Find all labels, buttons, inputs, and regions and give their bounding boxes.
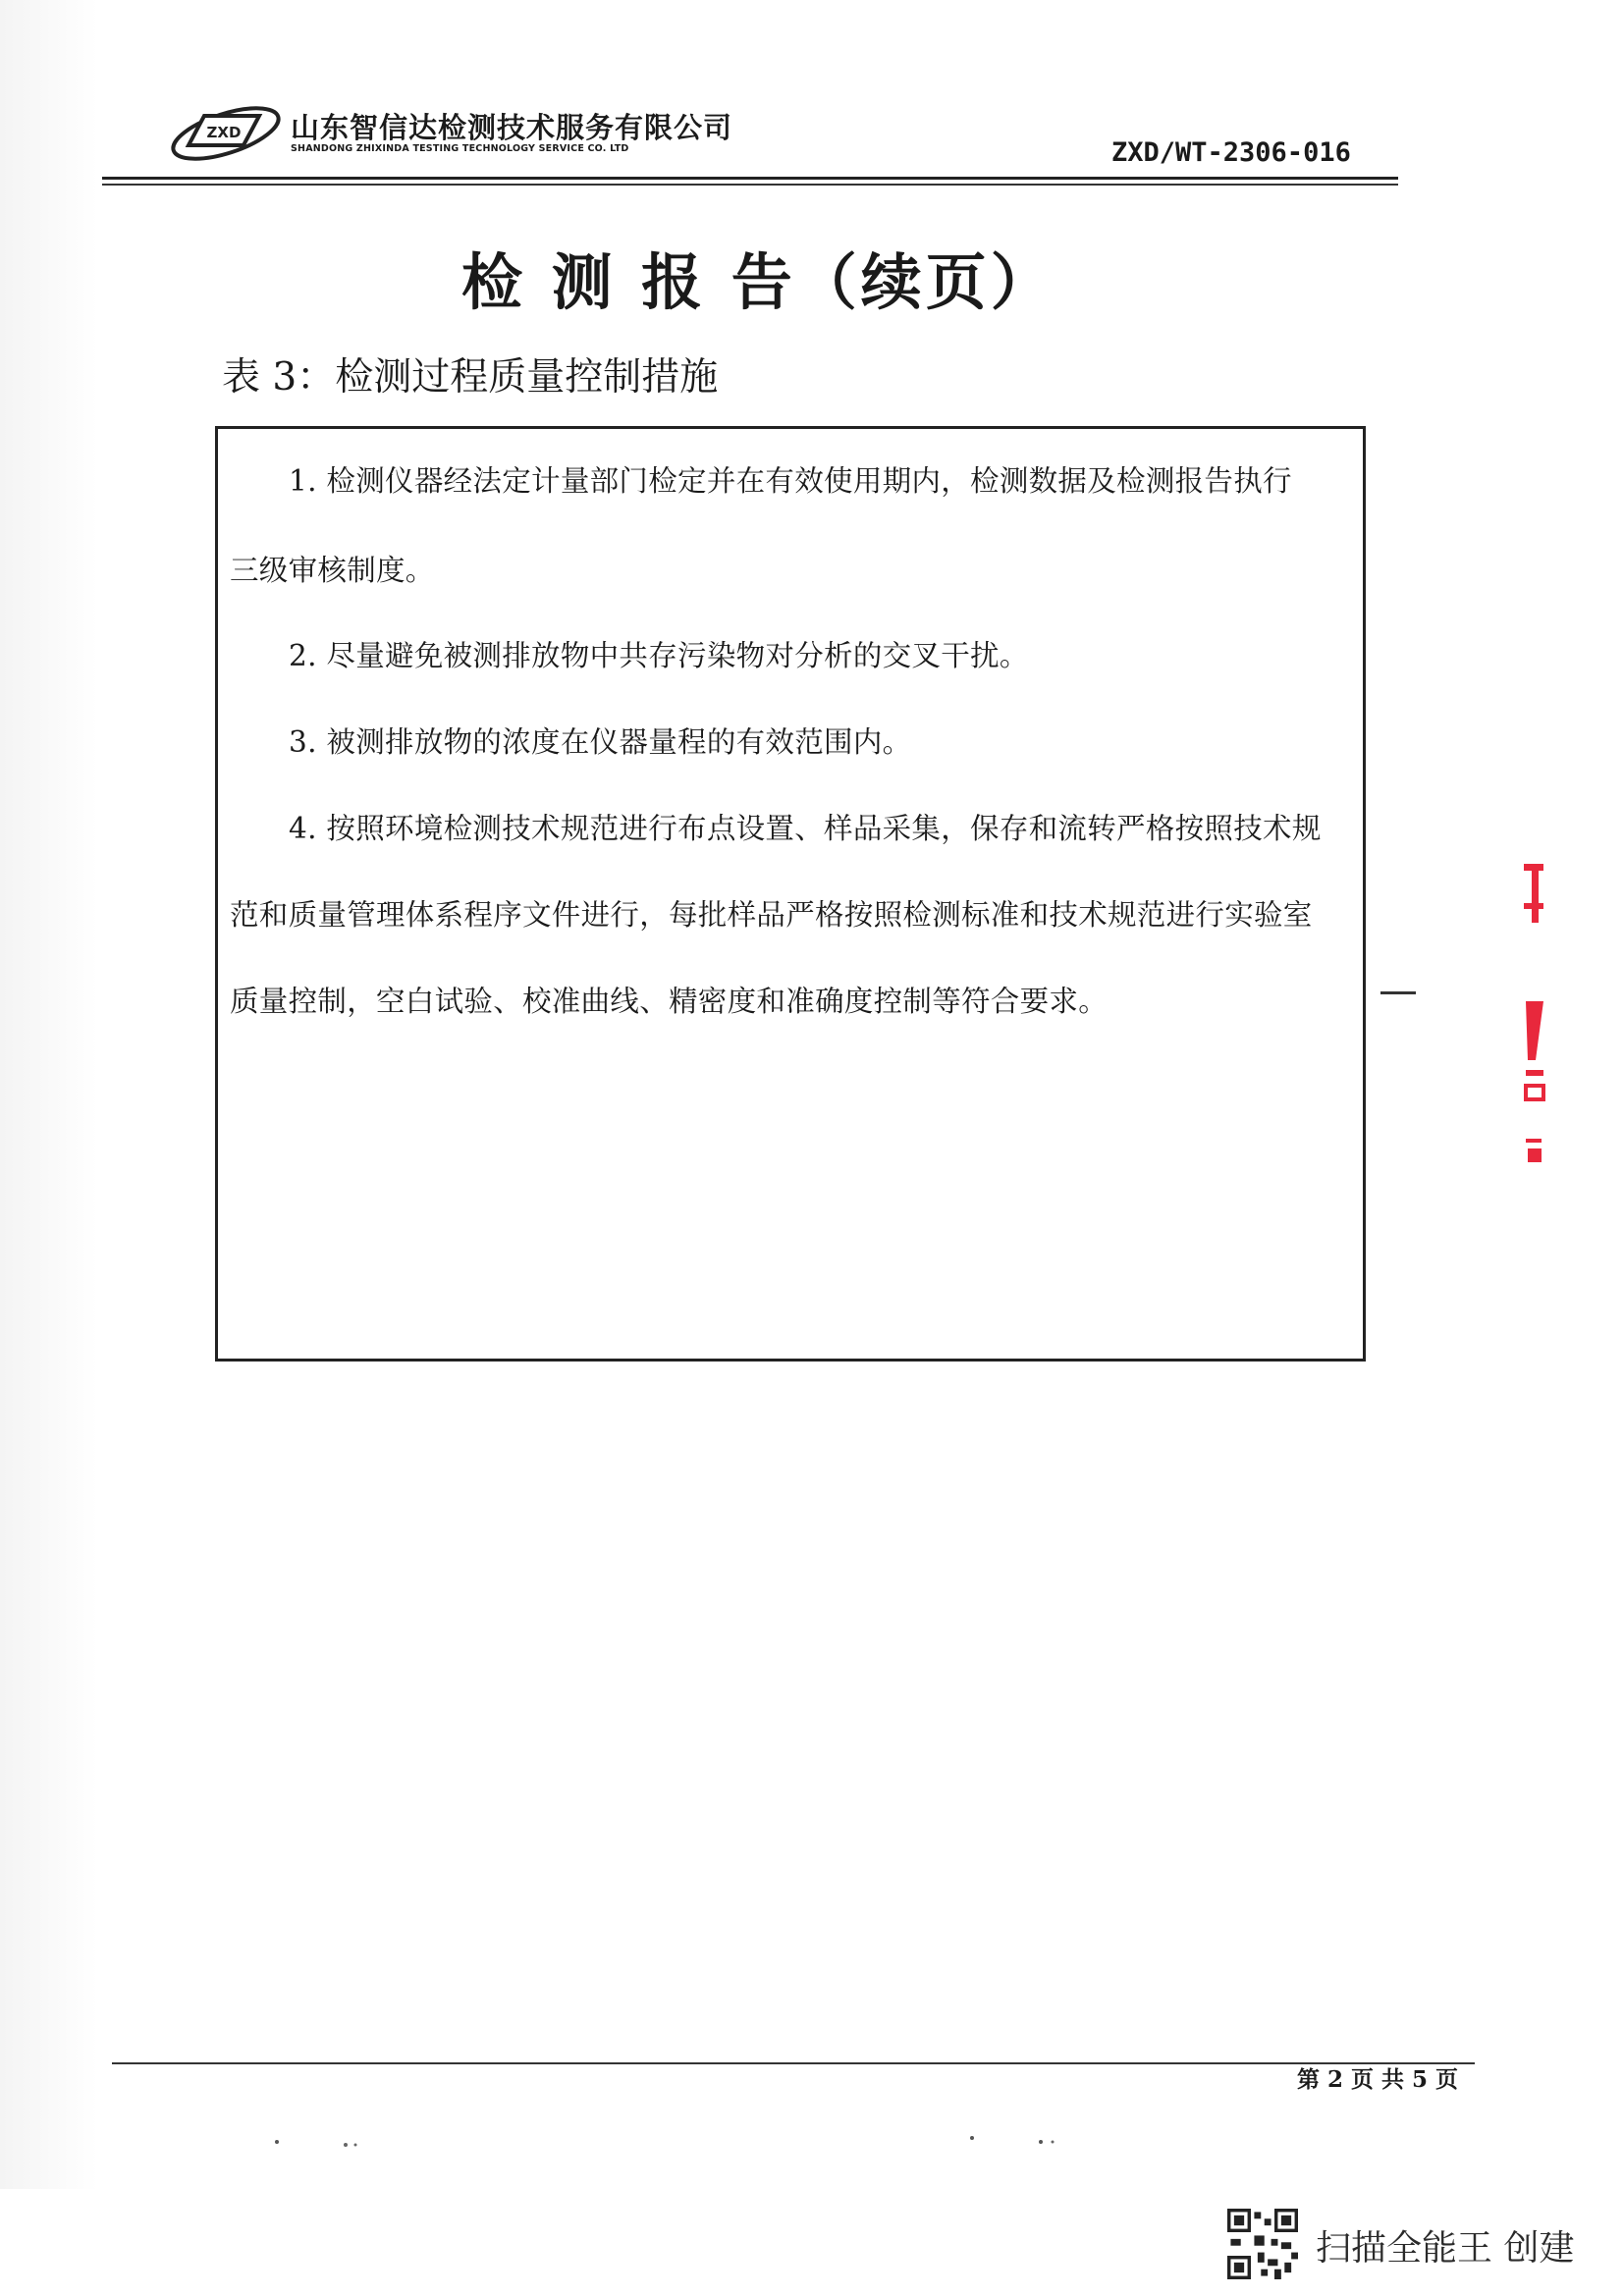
company-name-cn: 山东智信达检测技术服务有限公司 xyxy=(291,111,733,144)
measure-line-6: 范和质量管理体系程序文件进行，每批样品严格按照检测标准和技术规范进行实验室 xyxy=(230,898,1313,932)
scanner-watermark: 扫描全能王 创建 xyxy=(1316,2228,1575,2269)
header-rule-thin xyxy=(102,184,1398,186)
stray-mark xyxy=(1380,991,1416,994)
measure-line-2: 三级审核制度。 xyxy=(230,554,435,587)
measure-line-4: 3. 被测排放物的浓度在仪器量程的有效范围内。 xyxy=(289,725,912,759)
report-number: ZXD/WT-2306-016 xyxy=(1111,137,1351,168)
header-rule xyxy=(102,177,1398,180)
measure-line-3: 2. 尽量避免被测排放物中共存污染物对分析的交叉干扰。 xyxy=(289,639,1029,672)
page-number: 第 2 页 共 5 页 xyxy=(1297,2066,1459,2093)
measure-line-1: 1. 检测仪器经法定计量部门检定并在有效使用期内，检测数据及检测报告执行 xyxy=(289,464,1292,498)
company-name-en: SHANDONG ZHIXINDA TESTING TECHNOLOGY SERVICE CO. LTD xyxy=(291,143,629,154)
svg-text:ZXD: ZXD xyxy=(206,124,242,141)
footer-rule xyxy=(112,2062,1475,2064)
scan-specks xyxy=(0,2130,1623,2160)
measure-line-7: 质量控制，空白试验、校准曲线、精密度和准确度控制等符合要求。 xyxy=(230,985,1109,1018)
measure-line-5: 4. 按照环境检测技术规范进行布点设置、样品采集，保存和流转严格按照技术规 xyxy=(289,812,1322,845)
measures-table-box xyxy=(215,426,1366,1362)
scan-edge-shadow xyxy=(0,0,98,2189)
qr-code-icon xyxy=(1227,2209,1298,2279)
document-title: 检 测 报 告（续页） xyxy=(461,246,1055,318)
table-caption: 表 3：检测过程质量控制措施 xyxy=(222,355,719,400)
partial-seal-stamp xyxy=(1518,854,1547,1168)
company-logo-icon xyxy=(165,96,285,167)
